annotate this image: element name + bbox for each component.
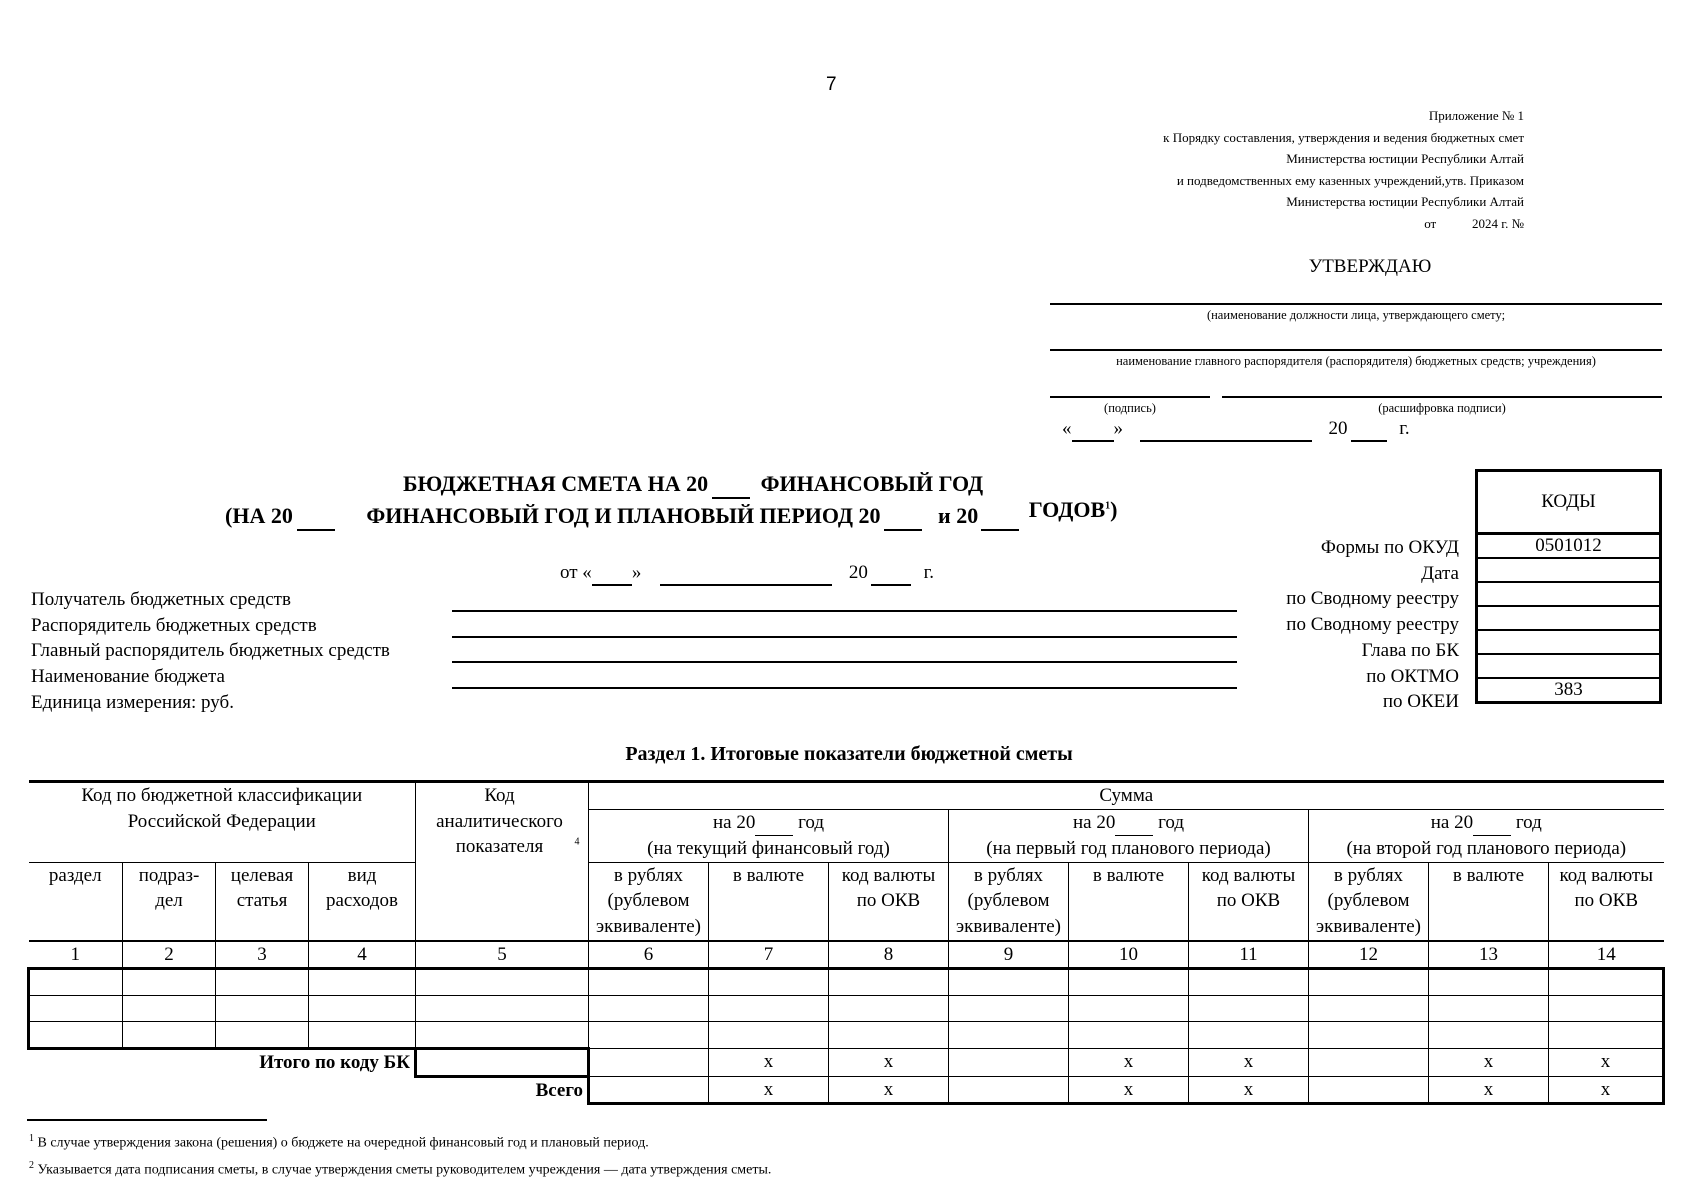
approval-date (1062, 418, 1410, 442)
footnote-ref: 1 (1105, 500, 1111, 512)
header-text: раздел (48, 864, 102, 886)
title-text: (НА 20 (225, 503, 293, 528)
col-number: 13 (1429, 941, 1549, 969)
header-text: подраз- (138, 864, 200, 886)
cell (949, 1048, 1069, 1076)
x-mark: x (1549, 1048, 1664, 1076)
cell (1309, 968, 1429, 995)
header-text: (на первый год планового периода) (986, 838, 1271, 859)
code-label: по Сводному реестру (1286, 614, 1459, 636)
header-text: код валюты (1559, 864, 1653, 886)
header-text: Код по бюджетной классификации Российской Федерации (81, 785, 363, 832)
cell (589, 1048, 709, 1076)
header-text: статья (236, 890, 288, 911)
budget-table (27, 780, 1665, 1105)
cell (829, 995, 949, 1021)
year-suffix: г. (1399, 418, 1410, 439)
title-text: и 20 (938, 503, 979, 528)
x-mark: x (1069, 1076, 1189, 1103)
header-rub (589, 862, 709, 941)
header-text: эквиваленте) (956, 915, 1061, 937)
total-all-label: Всего (535, 1079, 583, 1101)
x-mark: x (829, 1048, 949, 1076)
cell (216, 995, 309, 1021)
col-number: 8 (829, 941, 949, 969)
cell (709, 1021, 829, 1048)
cell (1189, 968, 1309, 995)
col-number: 3 (216, 941, 309, 969)
cell (1309, 1021, 1429, 1048)
x-mark: x (1069, 1048, 1189, 1076)
col-number: 6 (589, 941, 709, 969)
cell (589, 995, 709, 1021)
header-text: дел (155, 890, 183, 911)
cell (1549, 995, 1664, 1021)
footnote-ref: 4 (574, 836, 580, 848)
col-number: 7 (709, 941, 829, 969)
header-okv (829, 862, 949, 941)
year-blank (1115, 810, 1153, 837)
annex-line: Министерства юстиции Республики Алтай (1286, 194, 1524, 209)
header-text: на 20 (1430, 811, 1474, 833)
cell (309, 968, 416, 995)
year-blank (712, 471, 750, 499)
header-okv (1189, 862, 1309, 941)
header-second-year (1309, 809, 1664, 862)
cell (949, 1076, 1069, 1103)
codes-header: КОДЫ (1477, 471, 1661, 534)
cell (416, 1021, 589, 1048)
year-blank (1351, 418, 1387, 442)
cell (309, 995, 416, 1021)
header-text: год (1158, 811, 1185, 833)
x-mark: x (1189, 1048, 1309, 1076)
title-text: ГОДОВ (1028, 497, 1106, 522)
year-blank (755, 810, 793, 837)
field-budget-name-line (452, 687, 1237, 689)
x-mark: x (709, 1048, 829, 1076)
header-text: в рублях (613, 864, 684, 886)
footnote-separator (27, 1119, 267, 1121)
code-label: по ОКЕИ (1382, 691, 1459, 713)
approval-title: УТВЕРЖДАЮ (1308, 256, 1432, 277)
cell (589, 968, 709, 995)
total-all-row (29, 1076, 1664, 1103)
header-bk (29, 782, 416, 863)
footnote-number: 2 (29, 1160, 34, 1171)
header-text: (на второй год планового периода) (1346, 838, 1627, 859)
code-date (1477, 558, 1661, 582)
org-caption: наименование главного распорядителя (распорядителя) бюджетных средств; учреждения) (1116, 354, 1596, 368)
annex-line: от 2024 г. № (1424, 215, 1524, 231)
code-label: по Сводному реестру (1286, 588, 1459, 610)
col-number: 5 (416, 941, 589, 969)
code-label: Глава по БК (1361, 639, 1459, 661)
col-number: 2 (123, 941, 216, 969)
header-text: (рублевом (967, 890, 1050, 911)
cell (949, 968, 1069, 995)
year-blank (1473, 810, 1511, 837)
cell (1429, 995, 1549, 1021)
field-budget-name-label: Наименование бюджета (31, 666, 225, 688)
header-text: год (798, 811, 825, 833)
position-line (1050, 303, 1662, 305)
table-row (29, 968, 1664, 995)
header-text: в рублях (1333, 864, 1404, 886)
cell (949, 995, 1069, 1021)
cell (1189, 1021, 1309, 1048)
codes-labels (1286, 535, 1459, 715)
header-text: по ОКВ (1216, 890, 1281, 911)
header-text: на 20 (1072, 811, 1116, 833)
header-rub (1309, 862, 1429, 941)
header-first-year (949, 809, 1309, 862)
table-row (29, 1021, 1664, 1048)
day-blank (1072, 418, 1114, 442)
footnote-1 (29, 1133, 649, 1152)
header-sum: Сумма (589, 782, 1664, 810)
date-quote-open: « (1062, 418, 1072, 439)
header-celevaya (216, 862, 309, 941)
col-number: 14 (1549, 941, 1664, 969)
header-text: (рублевом (607, 890, 690, 911)
x-mark: x (1189, 1076, 1309, 1103)
code-registry-2 (1477, 606, 1661, 630)
cell (309, 1021, 416, 1048)
day-blank (592, 562, 632, 586)
cell (1429, 968, 1549, 995)
year-suffix: г. (923, 562, 934, 583)
code-bk-chapter (1477, 630, 1661, 654)
cell (123, 1021, 216, 1048)
cell (829, 1021, 949, 1048)
x-mark: x (1549, 1076, 1664, 1103)
header-text: эквиваленте) (596, 915, 701, 937)
year-blank (981, 503, 1019, 531)
header-text: целевая (230, 864, 294, 886)
col-number: 11 (1189, 941, 1309, 969)
cell (416, 1048, 589, 1076)
field-labels (31, 587, 390, 716)
signature-caption: (подпись) (1104, 401, 1156, 415)
date-prefix: от « (560, 562, 592, 583)
code-oktmo (1477, 654, 1661, 678)
cell (1069, 995, 1189, 1021)
cell (1069, 968, 1189, 995)
annex-line: и подведомственных ему казенных учреждений,утв. Приказом (1176, 172, 1524, 188)
position-caption: (наименование должности лица, утверждающего смету; (1206, 308, 1506, 322)
cell (1429, 1021, 1549, 1048)
x-mark: x (1429, 1048, 1549, 1076)
code-label: Формы по ОКУД (1320, 537, 1459, 558)
header-text: на 20 (712, 811, 756, 833)
x-mark: x (829, 1076, 949, 1103)
footnote-number: 1 (29, 1133, 34, 1144)
cell (416, 968, 589, 995)
header-val (1069, 862, 1189, 941)
field-unit-label: Единица измерения: руб. (31, 691, 234, 713)
month-blank (660, 562, 832, 586)
cell (1309, 1048, 1429, 1076)
field-recipient-label: Получатель бюджетных средств (31, 589, 291, 610)
header-text: в валюте (732, 864, 805, 886)
decode-line (1222, 396, 1662, 398)
field-recipient-line (452, 610, 1237, 612)
cell (29, 968, 123, 995)
cell (1189, 995, 1309, 1021)
document-date (560, 562, 934, 586)
header-current-year (589, 809, 949, 862)
cell (589, 1021, 709, 1048)
header-val (709, 862, 829, 941)
header-text: в валюте (1092, 864, 1165, 886)
org-line (1050, 349, 1662, 351)
year-blank (884, 503, 922, 531)
year-prefix: 20 (1328, 418, 1348, 439)
cell (1069, 1021, 1189, 1048)
total-bk-label: Итого по коду БК (259, 1051, 410, 1073)
year-blank (871, 562, 911, 586)
total-bk-row (29, 1048, 1664, 1076)
cell (1309, 1076, 1429, 1103)
cell (416, 995, 589, 1021)
cell (216, 1021, 309, 1048)
header-text: код валюты (841, 864, 936, 886)
code-label: по ОКТМО (1366, 665, 1459, 687)
header-text: Код аналитического показателя (436, 785, 563, 857)
annex-line: Приложение № 1 (1428, 108, 1524, 123)
annex-block (1163, 105, 1524, 234)
field-manager-line (452, 636, 1237, 638)
col-number: 10 (1069, 941, 1189, 969)
field-chief-manager-label: Главный распорядитель бюджетных средств (31, 640, 390, 662)
header-okv (1549, 862, 1664, 941)
header-text: код валюты (1201, 864, 1296, 886)
annex-line: Министерства юстиции Республики Алтай (1286, 151, 1524, 166)
title-line-2 (225, 497, 1118, 531)
header-text: в рублях (973, 864, 1044, 886)
header-text: в валюте (1452, 864, 1525, 886)
header-text: вид (347, 864, 377, 886)
header-text: по ОКВ (1574, 890, 1639, 911)
code-okud: 0501012 (1477, 534, 1661, 559)
footnote-text: В случае утверждения закона (решения) о бюджете на очередной финансовый год и плановый период. (34, 1135, 649, 1151)
cell (589, 1076, 709, 1103)
header-analytic (416, 782, 589, 941)
cell (709, 995, 829, 1021)
title-text: ) (1110, 497, 1118, 522)
x-mark: x (1429, 1076, 1549, 1103)
year-prefix: 20 (848, 562, 868, 583)
code-registry-1 (1477, 582, 1661, 606)
cell (29, 1021, 123, 1048)
header-text: (рублевом (1327, 890, 1410, 911)
approval-block (1050, 250, 1690, 450)
col-number: 9 (949, 941, 1069, 969)
field-chief-manager-line (452, 661, 1237, 663)
header-text: расходов (326, 890, 398, 911)
annex-line: к Порядку составления, утверждения и ведения бюджетных смет (1163, 129, 1524, 145)
header-text: (на текущий финансовый год) (647, 838, 890, 859)
col-number: 4 (309, 941, 416, 969)
code-okei: 383 (1477, 678, 1661, 703)
header-podrazdel (123, 862, 216, 941)
cell (1549, 968, 1664, 995)
title-text: ФИНАНСОВЫЙ ГОД (760, 471, 984, 496)
cell (829, 968, 949, 995)
col-number: 1 (29, 941, 123, 969)
section-title: Раздел 1. Итоговые показатели бюджетной сметы (625, 743, 1073, 765)
cell (1549, 1021, 1664, 1048)
footnote-text: Указывается дата подписания сметы, в случае утверждения сметы руководителем учреждения — дата утверждения сметы. (34, 1162, 772, 1178)
header-text: эквиваленте) (1316, 915, 1421, 937)
cell (123, 995, 216, 1021)
header-razdel (29, 862, 123, 941)
cell (949, 1021, 1069, 1048)
cell (29, 995, 123, 1021)
footnote-2 (29, 1160, 771, 1179)
date-quote-close: » (1113, 418, 1123, 439)
cell (216, 968, 309, 995)
title-text: БЮДЖЕТНАЯ СМЕТА НА 20 (403, 471, 709, 496)
header-vid (309, 862, 416, 941)
month-blank (1140, 418, 1312, 442)
date-quote-close: » (631, 562, 642, 583)
year-blank (297, 503, 335, 531)
code-label: Дата (1421, 562, 1459, 584)
col-number: 12 (1309, 941, 1429, 969)
decode-caption: (расшифровка подписи) (1378, 401, 1506, 415)
x-mark: x (709, 1076, 829, 1103)
page-number: 7 (826, 74, 837, 95)
signature-line (1050, 396, 1210, 398)
table-row (29, 995, 1664, 1021)
cell (709, 968, 829, 995)
title-text: ФИНАНСОВЫЙ ГОД И ПЛАНОВЫЙ ПЕРИОД 20 (366, 503, 881, 528)
header-text: по ОКВ (856, 890, 921, 911)
header-rub (949, 862, 1069, 941)
field-manager-label: Распорядитель бюджетных средств (31, 614, 317, 636)
cell (1309, 995, 1429, 1021)
header-val (1429, 862, 1549, 941)
header-text: год (1515, 811, 1542, 833)
title-line-1 (403, 471, 983, 499)
codes-table (1475, 469, 1662, 704)
cell (123, 968, 216, 995)
